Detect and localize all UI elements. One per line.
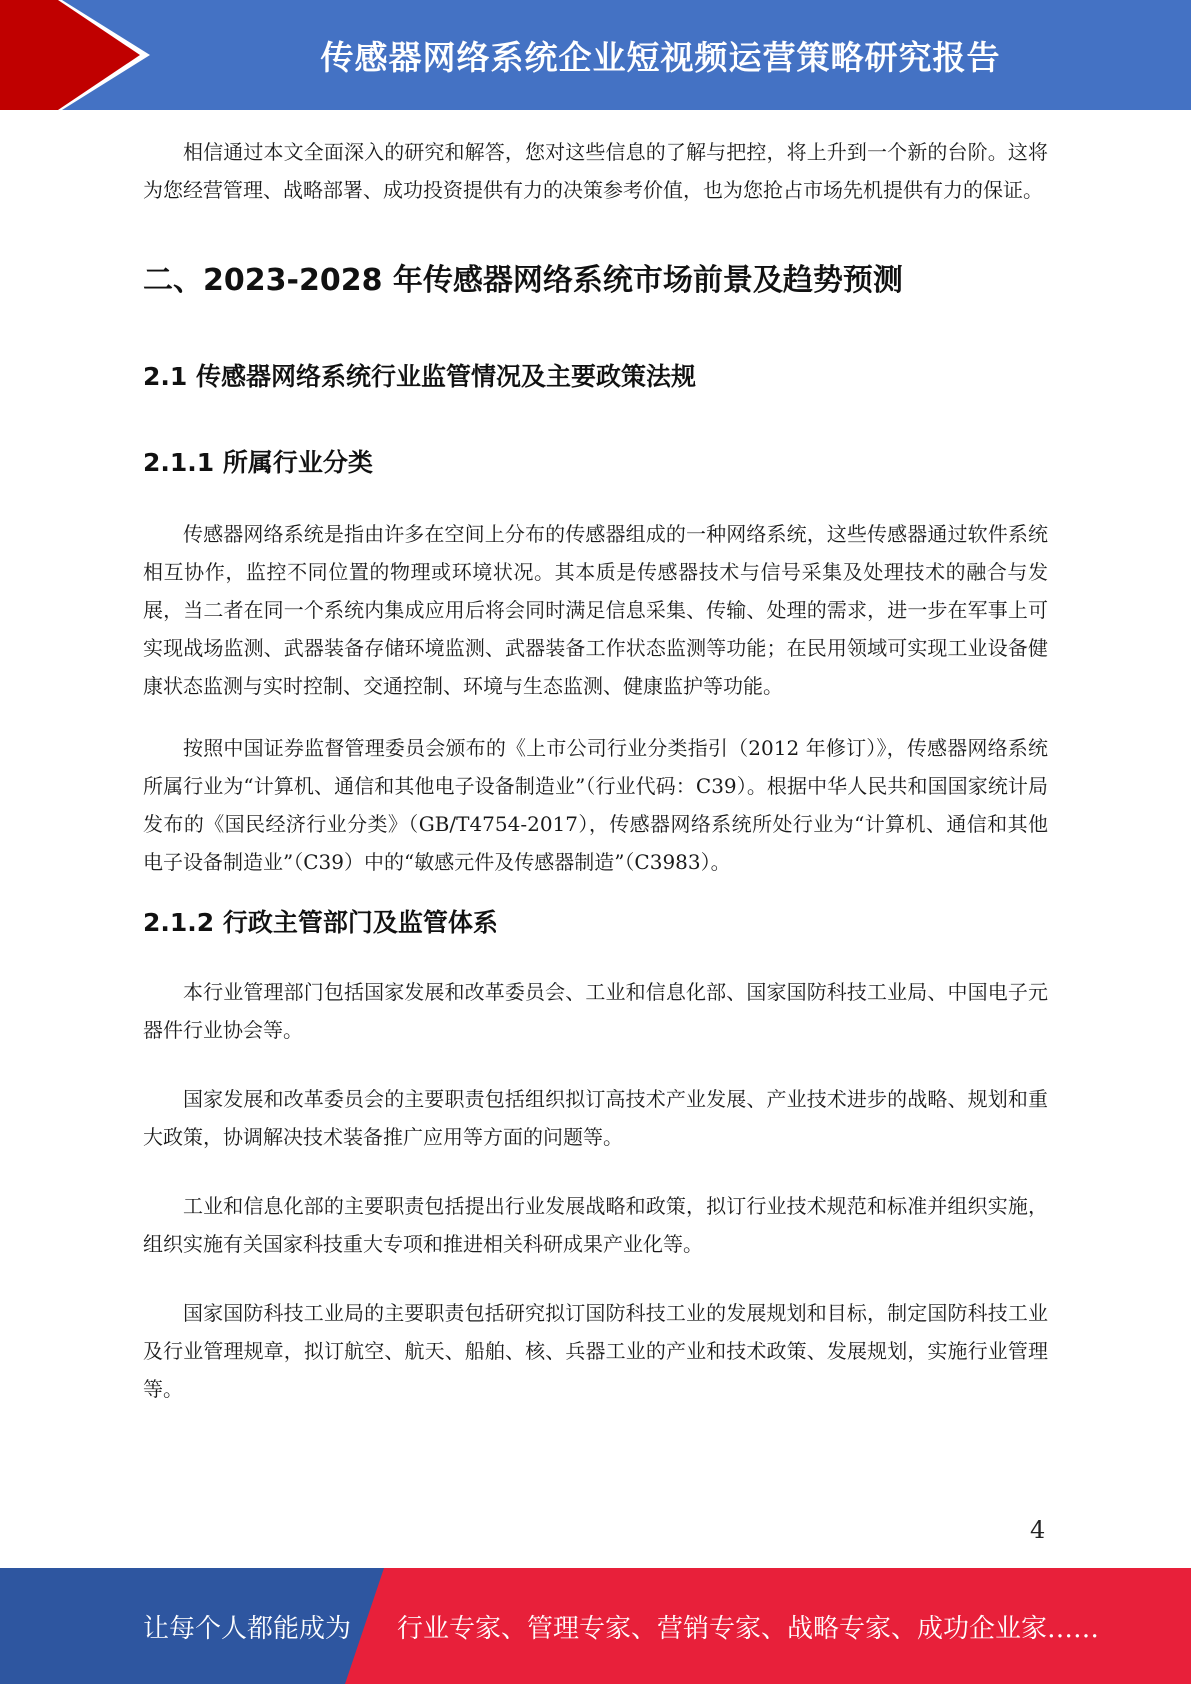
page-content (143, 133, 1048, 1408)
section-2-1-1-heading: 2.1.1 所属行业分类 (143, 448, 373, 477)
page-number: 4 (1030, 1516, 1046, 1544)
section-2-heading: 二、2023-2028 年传感器网络系统市场前景及趋势预测 (143, 263, 903, 298)
page-header (0, 0, 1191, 110)
industry-classification-paragraph-1: 传感器网络系统是指由许多在空间上分布的传感器组成的一种网络系统，这些传感器通过软件系统相互协作，监控不同位置的物理或环境状况。其本质是传感器技术与信号采集及处理技术的融合与发展，当二者在同一个系统内集成应用后将会同时满足信息采集、传输、处理的需求，进一步在军事上可实现战场监测、武器装备存储环境监测、武器装备工作状态监测等功能；在民用领域可实现工业设备健康状态监测与实时控制、交通控制、环境与生态监测、健康监护等功能。 (143, 522, 1048, 698)
regulator-paragraph-2: 国家发展和改革委员会的主要职责包括组织拟订高技术产业发展、产业技术进步的战略、规划和重大政策，协调解决技术装备推广应用等方面的问题等。 (143, 1087, 1048, 1149)
industry-classification-paragraph-2: 按照中国证券监督管理委员会颁布的《上市公司行业分类指引（2012 年修订）》，传感器网络系统所属行业为“计算机、通信和其他电子设备制造业”（行业代码：C39）。根据中华人民共和国国家统计局发布的《国民经济行业分类》（GB/T4754-2017），传感器网络系统所处行业为“计算机、通信和其他电子设备制造业”（C39）中的“敏感元件及传感器制造”（C3983）。 (143, 736, 1048, 874)
report-title: 传感器网络系统企业短视频运营策略研究报告 (320, 37, 1001, 77)
footer-slogan-right: 行业专家、管理专家、营销专家、战略专家、成功企业家…… (397, 1613, 1100, 1644)
section-2-1-heading: 2.1 传感器网络系统行业监管情况及主要政策法规 (143, 362, 696, 391)
regulator-paragraph-1: 本行业管理部门包括国家发展和改革委员会、工业和信息化部、国家国防科技工业局、中国电子元器件行业协会等。 (143, 980, 1048, 1042)
regulator-paragraph-4: 国家国防科技工业局的主要职责包括研究拟订国防科技工业的发展规划和目标，制定国防科技工业及行业管理规章，拟订航空、航天、船舶、核、兵器工业的产业和技术政策、发展规划，实施行业管理等。 (143, 1301, 1048, 1401)
footer-slogan-left: 让每个人都能成为 (143, 1613, 352, 1644)
intro-paragraph: 相信通过本文全面深入的研究和解答，您对这些信息的了解与把控，将上升到一个新的台阶。这将为您经营管理、战略部署、成功投资提供有力的决策参考价值，也为您抢占市场先机提供有力的保证。 (143, 140, 1048, 202)
regulator-paragraph-3: 工业和信息化部的主要职责包括提出行业发展战略和政策，拟订行业技术规范和标准并组织实施，组织实施有关国家科技重大专项和推进相关科研成果产业化等。 (143, 1194, 1048, 1256)
page-footer (0, 1568, 1191, 1684)
section-2-1-2-heading: 2.1.2 行政主管部门及监管体系 (143, 908, 498, 937)
